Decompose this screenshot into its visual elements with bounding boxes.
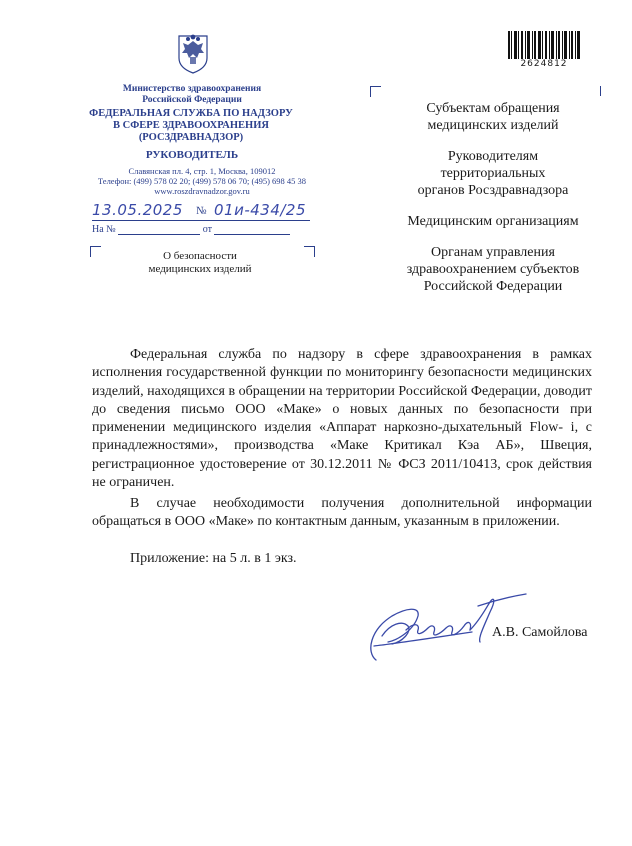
body-paragraph: В случае необходимости получения дополнительной информации обращаться в ООО «Маке» по контактным данным, указанным в приложении. <box>92 496 592 530</box>
from-label: от <box>202 224 212 235</box>
subject-corner-left <box>90 246 101 257</box>
reference-line <box>92 224 312 235</box>
registration-underline <box>92 220 310 221</box>
registration-date: 13.05.2025 <box>92 201 183 219</box>
number-symbol: № <box>196 205 207 217</box>
recipient-corner-left <box>370 86 381 97</box>
letter-subject: О безопасности медицинских изделий <box>148 250 252 275</box>
recipient-group: Субъектам обращения медицинских изделий <box>426 101 560 133</box>
russian-emblem-icon <box>176 32 210 74</box>
barcode <box>506 31 582 61</box>
contact-address: Славянская пл. 4, стр. 1, Москва, 109012 Телефон: (499) 578 02 20; (499) 578 06 70; (495) 698 45 38 www.roszdravnadzor.gov.ru <box>97 166 307 196</box>
body-paragraph: Федеральная служба по надзору в сфере здравоохранения в рамках исполнения государственной функции по мониторингу безопасности медицинских изделий, находящихся в обращении на территории Российской Федерации, доводит до сведения письмо ООО «Маке» о новых данных по безопасности при применении медицинского изделия «Аппарат наркозно-дыхательный Flow- i, с принадлежностями», производства «Маке Критикал Кэа АБ», Швеция, регистрационное удостоверение от 30.12.2011 № ФСЗ 2011/10413, срок действия не ограничен. <box>92 347 592 491</box>
service-name: ФЕДЕРАЛЬНАЯ СЛУЖБА ПО НАДЗОРУ В СФЕРЕ ЗДРАВООХРАНЕНИЯ (РОСЗДРАВНАДЗОР) <box>89 108 293 143</box>
recipient-group: Руководителям территориальных органов Росздравнадзора <box>417 149 569 198</box>
on-number-blank <box>118 224 200 235</box>
recipient-group: Органам управления здравоохранением субъектов Российской Федерации <box>406 245 580 294</box>
barcode-number: 2624812 <box>520 59 568 69</box>
signer-name: А.В. Самойлова <box>492 625 588 640</box>
recipients-block <box>378 100 608 309</box>
attachment-note: Приложение: на 5 л. в 1 экз. <box>130 551 297 566</box>
subject-corner-right <box>304 246 315 257</box>
ministry-name: Министерство здравоохранения Российской Федерации <box>122 84 262 105</box>
recipient-corner-right <box>590 86 601 96</box>
on-number-label: На № <box>92 224 116 235</box>
registration-number: 01и-434/25 <box>214 201 307 219</box>
head-title: РУКОВОДИТЕЛЬ <box>145 149 239 161</box>
from-date-blank <box>214 224 290 235</box>
recipient-group: Медицинским организациям <box>407 214 579 229</box>
registration-line <box>92 201 310 223</box>
